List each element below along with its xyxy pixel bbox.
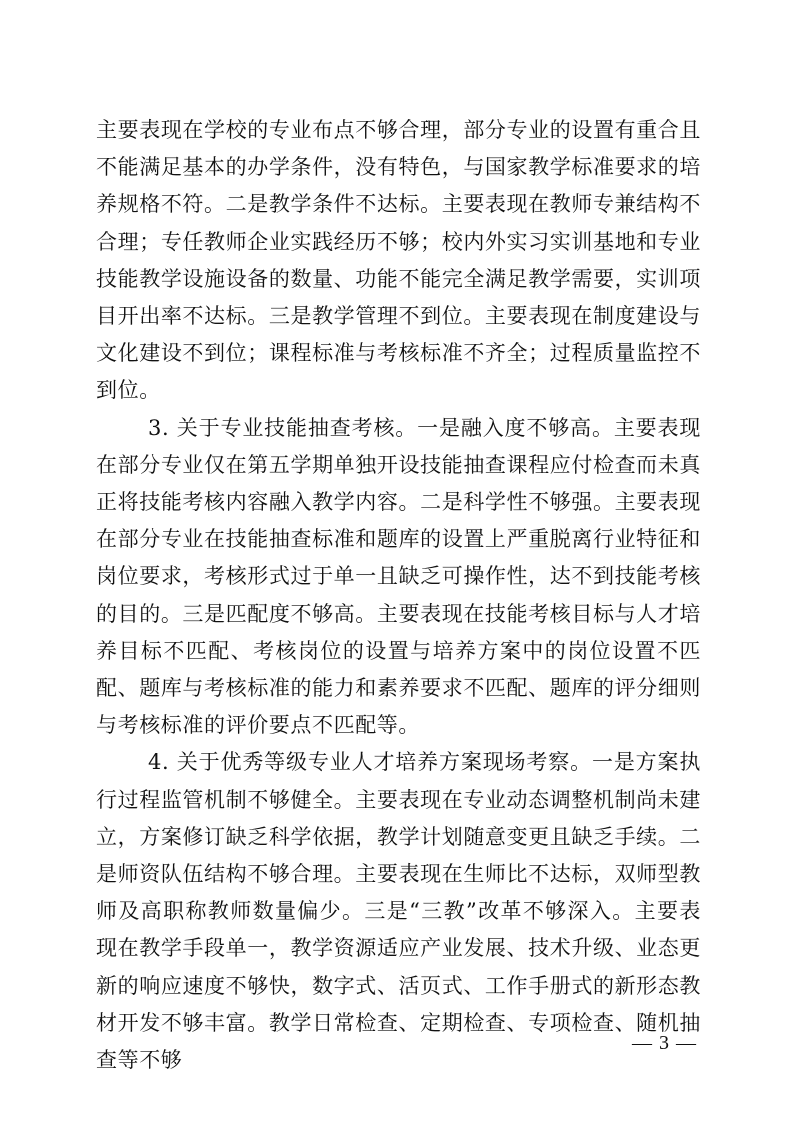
paragraph-teaching-conditions: 主要表现在学校的专业布点不够合理，部分专业的设置有重合且不能满足基本的办学条件，没有特色，与国家教学标准要求的培养规格不符。二是教学条件不达标。主要表现在教师专兼结构不合理；专任教师企业实践经历不够；校内外实习实训基地和专业技能教学设施设备的数量、功能不能完全满足教学需要，实训项目开出率不达标。三是教学管理不到位。主要表现在制度建设与文化建设不到位；课程标准与考核标准不齐全；过程质量监控不到位。 [96, 118, 701, 403]
document-body [96, 112, 701, 1079]
paragraph-training-program-inspection: 4. 关于优秀等级专业人才培养方案现场考察。一是方案执行过程监管机制不够健全。主要表现在专业动态调整机制尚未建立，方案修订缺乏科学依据，教学计划随意变更且缺乏手续。二是师资队伍结构不够合理。主要表现在生师比不达标，双师型教师及高职称教师数量偏少。三是“三教”改革不够深入。主要表现在教学手段单一，教学资源适应产业发展、技术升级、业态更新的响应速度不够快，数字式、活页式、工作手册式的新形态教材开发不够丰富。教学日常检查、定期检查、专项检查、随机抽查等不够 [96, 750, 701, 1073]
page-number: — 3 — [632, 1032, 697, 1054]
paragraph-skill-assessment: 3. 关于专业技能抽查考核。一是融入度不够高。主要表现在部分专业仅在第五学期单独开设技能抽查课程应付检查而未真正将技能考核内容融入教学内容。二是科学性不够强。主要表现在部分专业在技能抽查标准和题库的设置上严重脱离行业特征和岗位要求，考核形式过于单一且缺乏可操作性，达不到技能考核的目的。三是匹配度不够高。主要表现在技能考核目标与人才培养目标不匹配、考核岗位的设置与培养方案中的岗位设置不匹配、题库与考核标准的能力和素养要求不匹配、题库的评分细则与考核标准的评价要点不匹配等。 [96, 415, 701, 738]
